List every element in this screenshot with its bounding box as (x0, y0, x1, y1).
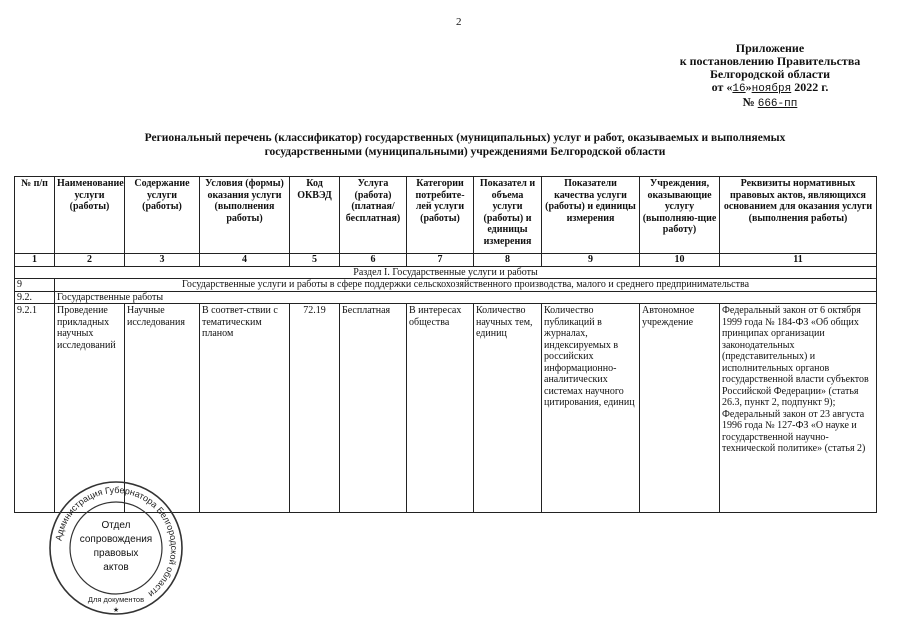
stamp-center-line: Отдел (101, 520, 131, 531)
column-number: 11 (720, 254, 877, 267)
document-title: Региональный перечень (классификатор) государственных (муниципальных) услуг и работ, оказываемых и выполняемых государственными (муниципальными) учреждениями Белгородской области (144, 132, 786, 158)
stamp-center-line: актов (103, 562, 129, 573)
subcategory-row (15, 291, 877, 304)
appendix-region-line: Белгородской области (709, 67, 831, 81)
institution-type: Автономное учреждение (640, 304, 720, 513)
header-cell: Код ОКВЭД (290, 177, 340, 254)
quality-indicator: Количество публикаций в журналах, индексируемых в российских информационно-аналитических системах научного цитирования, единиц (542, 304, 640, 513)
date-day: 16 (732, 83, 746, 95)
row-number: 9.2. (15, 291, 55, 304)
column-number: 5 (290, 254, 340, 267)
legal-acts: Федеральный закон от 6 октября 1999 года № 184-ФЗ «Об общих принципах организации законодательных (представительных) и исполнительных органов государственной власти субъектов Российской Федерации» (статья 26.3, пункт 2, подпункт 9); Федеральный закон от 23 августа 1996 года № 127-ФЗ «О науке и государственной научно-технической политике» (статья 2) (720, 304, 877, 513)
column-number: 8 (474, 254, 542, 267)
header-cell: Услуга (работа) (платная/ бесплатная) (340, 177, 407, 254)
service-name: Проведение прикладных научных исследований (55, 304, 125, 513)
stamp-ring-text: Администрация Губернатора Белгородской области (53, 484, 180, 600)
appendix-number-line: № 666-пп (742, 95, 798, 110)
service-conditions: В соответ-ствии с тематическим планом (200, 304, 290, 513)
stamp-bottom-text: Для документов (87, 595, 145, 604)
header-cell: Учреждения, оказывающие услугу (выполняю-щие работу) (640, 177, 720, 254)
stamp-star-icon: ★ (112, 606, 120, 614)
column-number: 2 (55, 254, 125, 267)
appendix-resolution-line: к постановлению Правительства (679, 54, 861, 68)
page-number: 2 (456, 16, 462, 28)
header-cell: Содержание услуги (работы) (125, 177, 200, 254)
header-cell: Категории потребите-лей услуги (работы) (407, 177, 474, 254)
services-table (14, 176, 877, 513)
column-number: 3 (125, 254, 200, 267)
category-row (15, 279, 877, 292)
consumer-category: В интересах общества (407, 304, 474, 513)
subcategory-title: Государственные работы (55, 291, 877, 304)
column-number-row (15, 254, 877, 267)
stamp-center-line: сопровождения (79, 534, 153, 545)
row-number: 9.2.1 (15, 304, 55, 513)
service-content: Научные исследования (125, 304, 200, 513)
column-number: 6 (340, 254, 407, 267)
appendix-block (640, 42, 900, 111)
payment-type: Бесплатная (340, 304, 407, 513)
appendix-date-line: от «16»ноября 2022 г. (711, 80, 829, 95)
volume-indicator: Количество научных тем, единиц (474, 304, 542, 513)
column-number: 7 (407, 254, 474, 267)
column-number: 1 (15, 254, 55, 267)
row-number: 9 (15, 279, 55, 292)
appendix-title: Приложение (735, 41, 805, 55)
header-row (15, 177, 877, 254)
header-cell: Показатели качества услуги (работы) и единицы измерения (542, 177, 640, 254)
stamp-center-line: правовых (93, 548, 139, 559)
category-title: Государственные услуги и работы в сфере поддержки сельскохозяйственного производства, малого и среднего предпринимательства (55, 279, 877, 292)
header-cell: Условия (формы) оказания услуги (выполнения работы) (200, 177, 290, 254)
section-title: Раздел I. Государственные услуги и работы (15, 266, 877, 279)
section-row (15, 266, 877, 279)
okved-code: 72.19 (290, 304, 340, 513)
column-number: 9 (542, 254, 640, 267)
date-month: ноября (751, 83, 792, 95)
column-number: 4 (200, 254, 290, 267)
header-cell: Наименование услуги (работы) (55, 177, 125, 254)
header-cell: Показател и объема услуги (работы) и единицы измерения (474, 177, 542, 254)
header-cell: Реквизиты нормативных правовых актов, являющихся основанием для оказания услуги (выполнения работы) (720, 177, 877, 254)
official-stamp (48, 480, 184, 616)
resolution-number: 666-пп (757, 98, 798, 110)
header-cell: № п/п (15, 177, 55, 254)
column-number: 10 (640, 254, 720, 267)
